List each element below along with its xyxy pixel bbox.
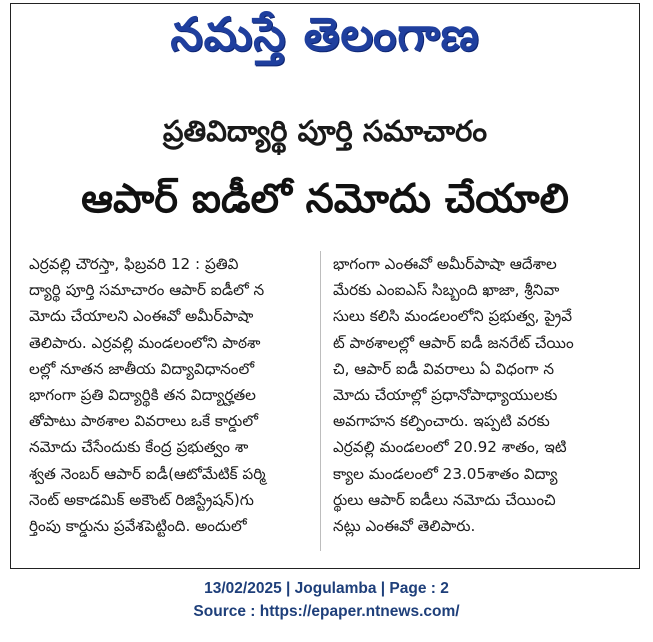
article-line: ట్ పాఠశాలల్లో ఆపార్ ఐడీ జనరేట్ చేయిం [333, 333, 574, 352]
article-line: భాగంగా ప్రతి విద్యార్థికి తన విద్యార్హతల [29, 386, 256, 405]
article-line: తోపాటు పాఠశాల వివరాలు ఒకే కార్డులో [29, 412, 258, 431]
article-line: లల్లో నూతన జాతీయ విద్యావిధానంలో [29, 359, 255, 378]
newspaper-clipping [10, 3, 640, 569]
newspaper-masthead: నమస్తే తెలంగాణ [170, 7, 480, 61]
article-line: ఎర్రవల్లి చౌరస్తా, ఫిబ్రవరి 12 : ప్రతివి [29, 255, 239, 273]
edition-meta: 13/02/2025 | Jogulamba | Page : 2 [204, 580, 449, 597]
article-line: భాగంగా ఎంఈవో అమీర్‌పాషా ఆదేశాల [333, 255, 557, 273]
article-kicker: ప్రతివిద్యార్థి పూర్తి సమాచారం [162, 114, 488, 148]
article-column-right [333, 251, 611, 539]
article-line: ర్థులు ఆపార్ ఐడీలు నమోదు చేయించి [333, 490, 556, 509]
article-line: నమోదు చేసేందుకు కేంద్ర ప్రభుత్వం శా [29, 438, 249, 457]
article-line: సులు కలిసి మండలంలోని ప్రభుత్వ, ప్రైవే [333, 307, 573, 326]
article-headline: ఆపార్ ఐడీలో నమోదు చేయాలి [81, 176, 569, 222]
article-line: క్యాల మండలంలో 23.05శాతం విద్యా [333, 464, 558, 483]
article-line: మోదు చేయాల్లో ప్రధానోపాధ్యాయులకు [333, 386, 558, 405]
article-line: అవగాహన కల్పించారు. ఇప్పటి వరకు [333, 412, 550, 431]
article-line: ఎర్రవల్లి మండలంలో 20.92 శాతం, ఇటి [333, 438, 567, 457]
article-line: మోదు చేయాలని ఎంఈవో అమీర్‌పాషా [29, 307, 254, 326]
article-line: మేరకు ఎంఐఎస్ సిబ్బంది ఖాజా, శ్రీనివా [333, 281, 560, 300]
article-line: నెంట్ అకాడమిక్ అకౌంట్ రిజిస్ట్రేషన్)గు [29, 490, 254, 509]
article-line: ర్తింపు కార్డును ప్రవేశపెట్టింది. అందులో [29, 517, 247, 536]
article-line: నట్లు ఎంఈవో తెలిపారు. [333, 517, 476, 536]
source-link[interactable]: Source : https://epaper.ntnews.com/ [193, 603, 460, 620]
column-divider [320, 251, 321, 551]
article-line: చి, ఆపార్ ఐడీ వివరాలు ఏ విధంగా న [333, 359, 555, 378]
article-column-left [29, 251, 307, 539]
article-line: తెలిపారు. ఎర్రవల్లి మండలంలోని పాఠశా [29, 333, 261, 352]
article-line: ద్యార్థి పూర్తి సమాచారం ఆపార్ ఐడీలో న [29, 281, 265, 300]
article-line: శ్వత నెంబర్ ఆపార్ ఐడీ(ఆటోమేటిక్ పర్మి [29, 464, 266, 483]
